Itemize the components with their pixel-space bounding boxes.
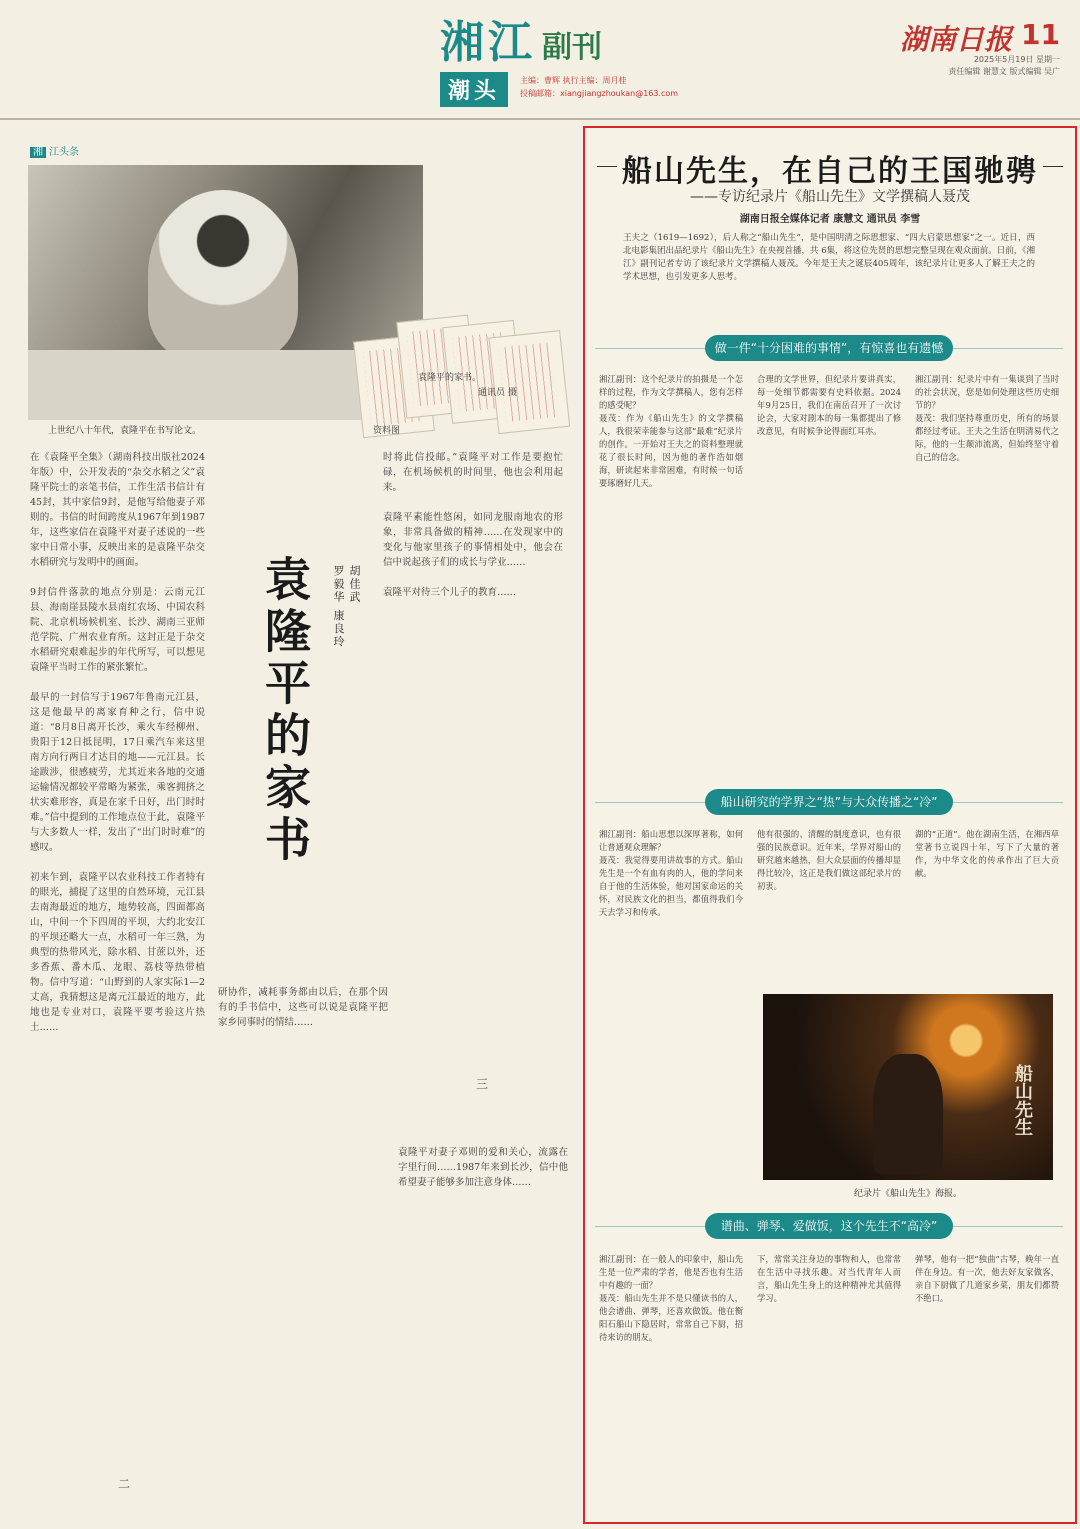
letters-credit: 通讯员 摄 — [478, 388, 517, 398]
photo-credit: 资料图 — [373, 426, 401, 436]
section2-column-1: 湘江副刊：船山思想以深厚著称，如何让普通观众理解？ 聂茂：我觉得要用讲故事的方式。船山先生是一个有血有肉的人，他的学问来自于他的生活体验，他对国家命运的关怀，对民族文化的担当，都值得我们今天去学习和传承。 — [599, 829, 743, 917]
masthead-info — [520, 74, 678, 100]
article-column-2: 时将此信投邮。”袁隆平对工作是要抱忙碌，在机场候机的时间里，他也会利用起来。 袁隆平素能性悠闲，如同龙服南地农的形象，非常具备做的精神……在发现家中的变化与他家里孩子的事情相处中，他会在信中说起孩子们的成长与学业…… 袁隆平对待三个儿子的教育…… — [383, 452, 563, 598]
supplement-masthead — [440, 17, 679, 115]
film-poster-label: 船山先生 — [1012, 1064, 1033, 1136]
article-bylines — [330, 565, 362, 649]
photo-caption: 上世纪八十年代，袁隆平在书写论文。 — [48, 426, 202, 436]
article-column-1: 在《袁隆平全集》（湖南科技出版社2024年版）中，公开发表的“杂交水稻之父”袁隆平院士的亲笔书信，工作生活书信计有45封，其中家信9封，是他写给他妻子邓则的。书信的时间跨度从1967年到1987年，这些家信在袁隆平对妻子述说的一些家中日常小事，反映出来的是袁隆平杂交水稻研究与发明中的画面。 9封信件落款的地点分别是：云南元江县、海南崖县陵水县南红农场、中国农科院、北京机场候机室、长沙、湖南三亚师范学院、广州农业育所。这封正是于杂交水稻研究艰难起步的年代所写，可以想见袁隆平当时工作的紧张繁忙。 最早的一封信写于1967年鲁南元江县，这是他最早的离家育种之行，信中说道：“8月8日离开长沙，乘火车经柳州、贵阳于12日抵昆明，17日乘汽车来这里南方向行两日才达目的地——元江县。长途跋涉，很感疲劳，尤其近来各地的交通运输情况都较平常略为紧张，乘客拥挤之状实难形容，真是在家千日好，出门时时难。”信中提到的工作地点位于此，袁隆平与大多数人一样，发出了“出门时时难”的感叹。 初来乍到，袁隆平以农业科技工作者特有的眼光，捕捉了这里的自然环境，元江县去南海最近的地方，地势较高，四面都高山，中间一个下四周的平坝，大约北安江的平坝还略大一点，水稻可一年三熟，为典型的热带风光，除水稻、甘蔗以外，还多香蕉、番木瓜、龙眼、荔枝等热带植物。信中写道：“山野到的人家实际1—2丈高，我猜想这是离元江最近的地方，此地也是专业对口，袁隆平要考验这片热土…… — [30, 452, 205, 1033]
editors-line: 主编：曹辉 执行主编：周月桂 — [520, 76, 627, 85]
film-figure — [873, 1054, 943, 1174]
letter-sheet — [488, 330, 570, 434]
feature-intro: 王夫之（1619—1692），后人称之“船山先生”，是中国明清之际思想家、“四大启蒙思想家”之一。近日，西北电影集团出品纪录片《船山先生》在央视首播，共 6集，将这位先贤的思想完整呈现在观众面前。日前，《湘江》副刊记者专访了该纪录片文学撰稿人聂茂。今年是王夫之诞辰405周年，该纪录片让更多人了解王夫之的学术思想，也引发更多人思考。 — [623, 233, 1035, 282]
section-sub: 副刊 — [542, 30, 602, 65]
section3-column-1: 湘江副刊：在一般人的印象中，船山先生是一位严肃的学者，他是否也有生活中有趣的一面？ 聂茂：船山先生并不是只懂读书的人，他会谱曲、弹琴，还喜欢做饭。他在衡阳石船山下隐居时，常常自己下厨，招待来访的朋友。 — [599, 1254, 743, 1342]
feature-subtitle: ——专访纪录片《船山先生》文学撰稿人聂茂 — [690, 189, 970, 205]
section3-column-2: 下，常常关注身边的事物和人，也常常在生活中寻找乐趣。对当代青年人而言，船山先生身上的这种精神尤其值得学习。 — [757, 1254, 901, 1303]
date-line: 2025年5月19日 星期一 — [973, 55, 1060, 64]
letters-caption: 袁隆平的家书。 — [418, 373, 482, 383]
section-name: 湘江 — [440, 17, 536, 68]
byline-1: 胡佳武 — [348, 565, 361, 604]
feature-interview — [583, 126, 1077, 1524]
newspaper-name: 湖南日报 — [899, 23, 1012, 56]
issue-date — [948, 54, 1060, 78]
film-caption: 纪录片《船山先生》海报。 — [853, 1189, 962, 1199]
page-number: 11 — [1021, 18, 1060, 51]
section1-column-3: 湘江副刊：纪录片中有一集谈到了当时的社会状况，您是如何处理这些历史细节的？ 聂茂：我们坚持尊重历史，所有的场景都经过考证。王夫之生活在明清易代之际，他的一生颠沛流离，但始终坚守着自己的信念。 — [915, 374, 1059, 462]
left-article — [18, 135, 573, 1515]
photo-figure — [148, 190, 298, 360]
section-tag — [30, 143, 82, 158]
feature-byline: 湖南日报全媒体记者 康慧文 通讯员 李雪 — [739, 214, 921, 225]
section-banner-1: 做一件“十分困难的事情”，有惊喜也有遗憾 — [705, 335, 953, 361]
feature-title: 船山先生，在自己的王国驰骋 — [622, 154, 1038, 189]
section-banner-2: 船山研究的学界之“热”与大众传播之“冷” — [705, 789, 953, 815]
byline-2: 罗毅华 康良玲 — [332, 565, 345, 649]
section-tag-box: 湘 — [30, 147, 46, 158]
section-three-marker: 三 — [476, 1077, 489, 1091]
section2-column-3: 湖的“正道”。他在湖南生活，在湘西草堂著书立说四十年，写下了大量的著作，为中华文化的传承作出了巨大贡献。 — [915, 829, 1059, 878]
article-title: 袁隆平的家书 — [258, 555, 312, 867]
section-banner-3: 谱曲、弹琴、爱做饭，这个先生不“高冷” — [705, 1213, 953, 1239]
header-divider — [0, 118, 1080, 120]
film-poster — [763, 994, 1053, 1180]
article-column-3: 研协作，减耗事务都由以后，在那个因有的手书信中，这些可以说是袁隆平把家乡同事时的情结…… — [218, 987, 388, 1028]
section-tag-text: 江头条 — [49, 147, 79, 158]
section2-column-2: 他有很强的、清醒的制度意识，也有很强的民族意识。近年来，学界对船山的研究越来越热，但大众层面的传播却显得比较冷，这正是我们做这部纪录片的初衷。 — [757, 829, 901, 891]
section-tou: 潮头 — [440, 72, 508, 107]
section-two-marker: 二 — [118, 1477, 131, 1491]
section3-column-3: 弹琴，他有一把“独曲”古琴，晚年一直伴在身边。有一次，他去好友家做客，亲自下厨做了几道家乡菜，朋友们都赞不绝口。 — [915, 1254, 1059, 1303]
email-line: 投稿邮箱：xiangjiangzhoukan@163.com — [520, 89, 679, 98]
section1-column-1: 湘江副刊：这个纪录片的拍摄是一个怎样的过程，作为文学撰稿人，您有怎样的感受呢？ 聂茂：作为《船山先生》的文学撰稿人，我很荣幸能参与这部“最难”纪录片的创作。一开始对王夫之的资料整理就花了很长时间，因为他的著作浩如烟海，研读起来非常困难，有时候一句话要琢磨好几天。 — [599, 374, 743, 488]
article-column-4: 袁隆平对妻子邓则的爱和关心，流露在字里行间……1987年来到长沙，信中他希望妻子能够多加注意身体…… — [398, 1147, 568, 1188]
staff-line: 责任编辑 谢慧文 版式编辑 吴广 — [948, 67, 1060, 76]
section1-column-2: 合理的文学世界，但纪录片要讲真实，每一处细节都需要有史料依据。2024年9月25日，我们在南岳召开了一次讨论会，大家对剧本的每一集都提出了修改意见，有时候争论得面红耳赤。 — [757, 374, 901, 436]
